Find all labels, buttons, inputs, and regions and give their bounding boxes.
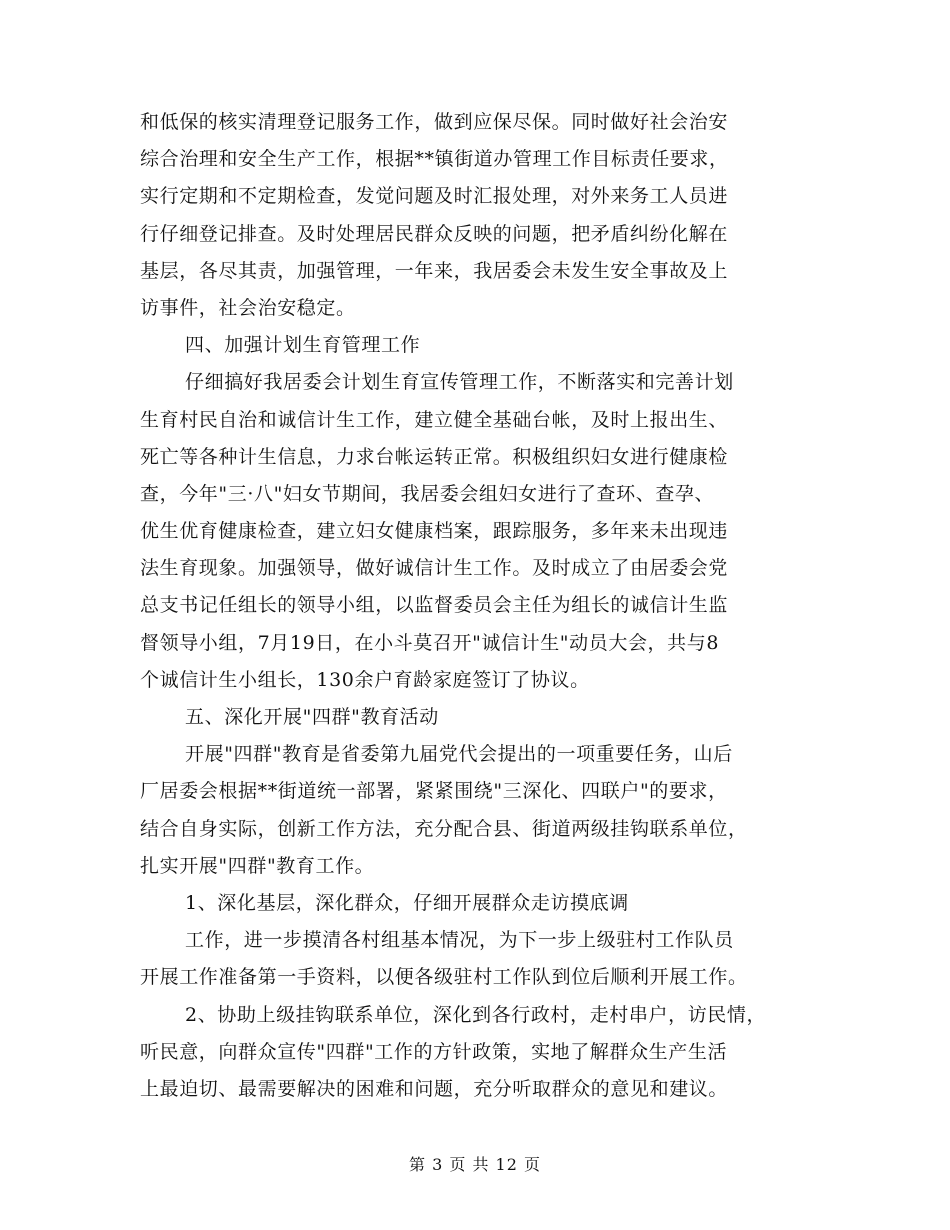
text-line: 行仔细登记排查。及时处理居民群众反映的问题，把矛盾纠纷化解在 — [140, 222, 729, 245]
text-line: 工作，进一步摸清各村组基本情况，为下一步上级驻村工作队员 — [185, 929, 734, 952]
text-line: 个诚信计生小组长，130余户育龄家庭签订了协议。 — [140, 668, 590, 691]
text-line: 2、协助上级挂钩联系单位，深化到各行政村，走村串户，访民情， — [185, 1003, 767, 1026]
text-line: 督领导小组，7月19日，在小斗莫召开"诚信计生"动员大会，共与8 — [140, 631, 720, 654]
text-line: 查，今年"三·八"妇女节期间，我居委会组妇女进行了查环、查孕、 — [140, 482, 715, 505]
text-line: 优生优育健康检查，建立妇女健康档案，跟踪服务，多年来未出现违 — [140, 520, 729, 543]
text-line: 综合治理和安全生产工作，根据**镇街道办管理工作目标责任要求， — [140, 148, 729, 171]
document-body — [140, 104, 840, 1108]
text-line: 基层，各尽其责，加强管理，一年来，我居委会未发生安全事故及上 — [140, 259, 729, 282]
text-line: 四、加强计划生育管理工作 — [185, 334, 421, 357]
text-line: 结合自身实际，创新工作方法，充分配合县、街道两级挂钩联系单位， — [140, 817, 748, 840]
text-line: 死亡等各种计生信息，力求台帐运转正常。积极组织妇女进行健康检 — [140, 445, 729, 468]
text-line: 开展"四群"教育是省委第九届党代会提出的一项重要任务，山后 — [185, 743, 733, 766]
text-line: 听民意，向群众宣传"四群"工作的方针政策，实地了解群众生产生活 — [140, 1040, 728, 1063]
page-number-footer: 第 3 页 共 12 页 — [409, 1155, 541, 1174]
text-line: 总支书记任组长的领导小组，以监督委员会主任为组长的诚信计生监 — [140, 594, 729, 617]
text-line: 实行定期和不定期检查，发觉问题及时汇报处理，对外来务工人员进 — [140, 185, 729, 208]
text-line: 生育村民自治和诚信计生工作，建立健全基础台帐，及时上报出生、 — [140, 408, 729, 431]
text-line: 厂居委会根据**街道统一部署，紧紧围绕"三深化、四联户"的要求， — [140, 780, 728, 803]
text-line: 扎实开展"四群"教育工作。 — [140, 854, 375, 877]
text-line: 五、深化开展"四群"教育活动 — [185, 706, 439, 728]
text-line: 1、深化基层，深化群众，仔细开展群众走访摸底调 — [185, 891, 629, 914]
text-line: 上最迫切、最需要解决的困难和问题，充分听取群众的意见和建议。 — [140, 1077, 729, 1100]
text-line: 开展工作准备第一手资料，以便各级驻村工作队到位后顺利开展工作。 — [140, 966, 748, 989]
text-line: 法生育现象。加强领导，做好诚信计生工作。及时成立了由居委会党 — [140, 557, 729, 580]
text-line: 和低保的核实清理登记服务工作，做到应保尽保。同时做好社会治安 — [140, 111, 729, 133]
text-line: 仔细搞好我居委会计划生育宣传管理工作，不断落实和完善计划 — [185, 371, 734, 394]
text-line: 访事件，社会治安稳定。 — [140, 296, 356, 319]
